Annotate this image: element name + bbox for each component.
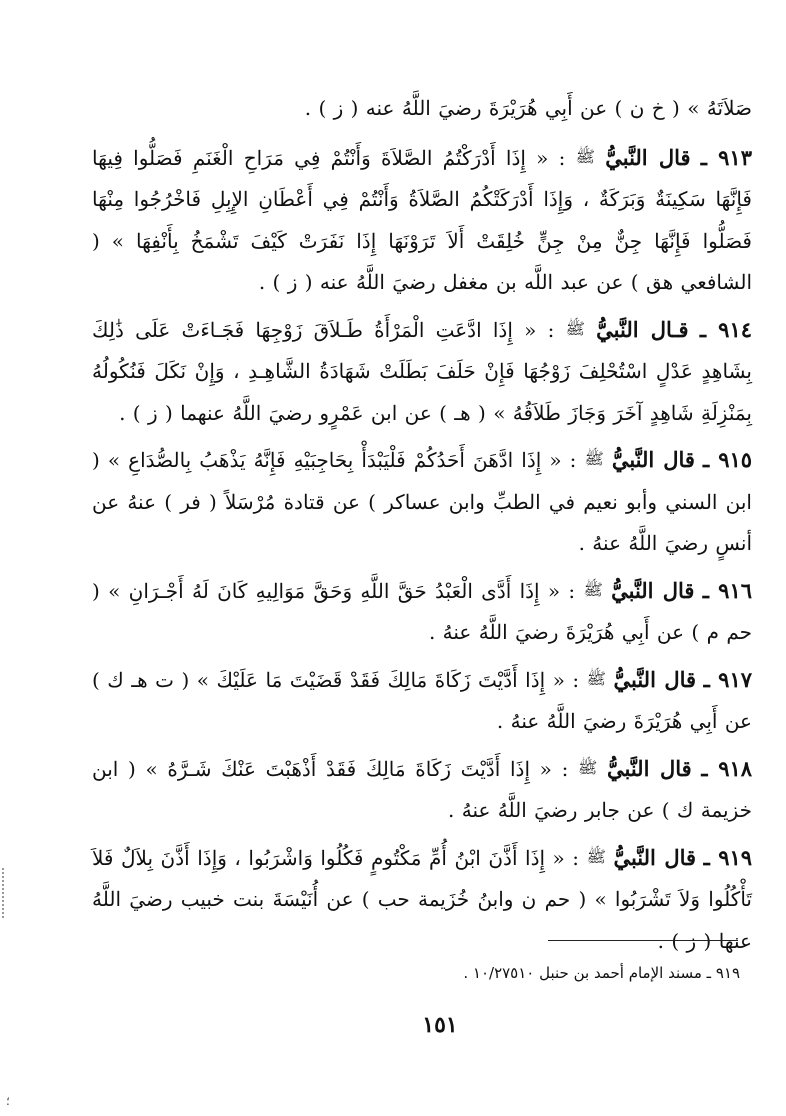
hadith-number: ٩١٤ ـ (699, 316, 753, 342)
hadith-912-continuation (92, 88, 752, 130)
hadith-915 (92, 438, 752, 565)
hadith-number: ٩١٣ ـ (700, 144, 752, 170)
paragraph-text: : « إِذَا ادَّعَتِ الْمَرْأَةُ طَـلاَقَ زَوْجِهَا فَجَـاءَتْ عَلَى ذَٰلِكَ بِشَاهِدٍ عَدْلٍ اسْتُحْلِفَ زَوْجُهَا فَإِنْ حَلَفَ بَطَلَتْ شَهَادَةُ الشَّاهِـدِ ، وَإِنْ نَكَلَ فَنُكُولُهُ بِمَنْزِلَةِ شَاهِدٍ آخَرَ وَجَازَ طَلاَقُهُ » ( هـ ) عن ابن عَمْرٍو رضيَ اللَّهُ عنهما ( ز ) . (92, 317, 752, 425)
paragraph-text: صَلاَتَهُ » ( خ ن ) عن أَبِي هُرَيْرَةَ رضيَ اللَّهُ عنه ( ز ) . (304, 96, 752, 120)
hadith-lead: قال النَّبيُّ (613, 666, 697, 692)
hadith-lead: قـال النَّبيُّ (596, 316, 689, 342)
page-number (410, 1012, 470, 1038)
paragraph-text: : « إِذَا أَدَّيْتَ زَكَاةَ مَالِكَ فَقَدْ أَذْهَبْتَ عَنْكَ شَـرَّهُ » ( ابن خزيمة ك ) عن جابر رضيَ اللَّهُ عنهُ . (92, 756, 752, 822)
footnote-divider (548, 940, 738, 941)
hadith-919 (92, 836, 752, 963)
scan-edge-mark (2, 868, 6, 918)
margin-mark (6, 1094, 10, 1108)
hadith-lead: قال النَّبيُّ (607, 755, 692, 781)
hadith-lead: قال النَّبيُّ (611, 447, 695, 472)
paragraph-text: : « إِذَا أَدَّيْتَ زَكَاةَ مَالِكَ فَقَدْ قَضَيْتَ مَا عَلَيْكَ » ( ت هـ ك ) عن أَبِي هُرَيْرَةَ رضيَ اللَّهُ عنهُ . (92, 667, 752, 733)
hadith-number: ٩١٧ ـ (703, 666, 753, 692)
hadith-913 (92, 136, 752, 304)
salla-glyph: ﷺ (583, 579, 603, 599)
salla-glyph: ﷺ (575, 146, 595, 166)
footnote-text: ٩١٩ ـ مسند الإمام أحمد بن حنبل ١٠/٢٧٥١٠ . (463, 964, 740, 982)
salla-glyph: ﷺ (565, 318, 585, 338)
paragraph-text: : « إِذَا ادَّهَنَ أَحَدُكُمْ فَلْيَبْدَأْ بِحَاجِبَيْهِ فَإِنَّهُ يَذْهَبُ بِالصُّدَاعِ » ( ابن السني وأبو نعيم في الطبِّ وابن عساكر ) عن قتادة مُرْسَلاً ( فر ) عنهُ عن أنسٍ رضيَ اللَّهُ عنهُ . (92, 448, 752, 555)
hadith-number: ٩١٦ ـ (702, 577, 753, 603)
hadith-number: ٩١٨ ـ (701, 755, 753, 781)
paragraph-text: : « إِذَا أَذَّنَ ابْنُ أُمِّ مَكْتُومٍ فَكُلُوا وَاشْرَبُوا ، وَإِذَا أَذَّنَ بِلاَلٌ فَلاَ تَأْكُلُوا وَلاَ تَشْرَبُوا » ( حم ن وابنُ خُزَيمة حب ) عن أُنَيْسَةَ بنت خبيب رضيَ اللَّهُ عنها ( ز ) . (92, 845, 752, 953)
hadith-lead: قال النَّبيُّ (605, 144, 691, 170)
hadith-lead: قال النَّبيُّ (613, 844, 697, 870)
hadith-914 (92, 308, 752, 435)
hadith-text-block (92, 88, 752, 966)
salla-glyph: ﷺ (586, 668, 606, 688)
hadith-number: ٩١٥ ـ (703, 447, 753, 472)
page-number-text: ١٥١ (422, 1012, 458, 1038)
hadith-number: ٩١٩ ـ (703, 844, 753, 870)
paragraph-text: : « إِذَا أَدَّى الْعَبْدُ حَقَّ اللَّهِ وَحَقَّ مَوَالِيهِ كَانَ لَهُ أَجْـرَانِ » ( حم م ) عن أَبِي هُرَيْرَةَ رضيَ اللَّهُ عنهُ . (92, 578, 752, 644)
hadith-916 (92, 569, 752, 654)
salla-glyph: ﷺ (586, 846, 606, 866)
hadith-917 (92, 658, 752, 743)
salla-glyph: ﷺ (578, 757, 598, 777)
footnote (420, 960, 740, 986)
hadith-lead: قال النَّبيُّ (611, 577, 695, 603)
paragraph-text: : « إِذَا أَدْرَكْتُمُ الصَّلاَةَ وَأَنْتُمْ فِي مَرَاحِ الْغَنَمِ فَصَلُّوا فِيهَا فَإِنَّهَا سَكِينَةٌ وَبَرَكَةٌ ، وَإِذَا أَدْرَكَتْكُمُ الصَّلاَةُ وَأَنْتُمْ فِي أَعْطَانِ الإِبِلِ فَاخْرُجُوا مِنْهَا فَصَلُّوا فَإِنَّهَا جِنٌّ مِنْ جِنٍّ خُلِقَتْ أَلاَ تَرَوْنَهَا إِذَا نَفَرَتْ كَيْفَ تَشْمَخُ بِأَنْفِهَا » ( الشافعي هق ) عن عبد اللَّه بن مغفل رضيَ اللَّهُ عنه ( ز ) . (92, 145, 752, 294)
hadith-918 (92, 747, 752, 832)
margin-mark-text: ؛ (6, 1094, 10, 1108)
salla-glyph: ﷺ (584, 449, 604, 468)
